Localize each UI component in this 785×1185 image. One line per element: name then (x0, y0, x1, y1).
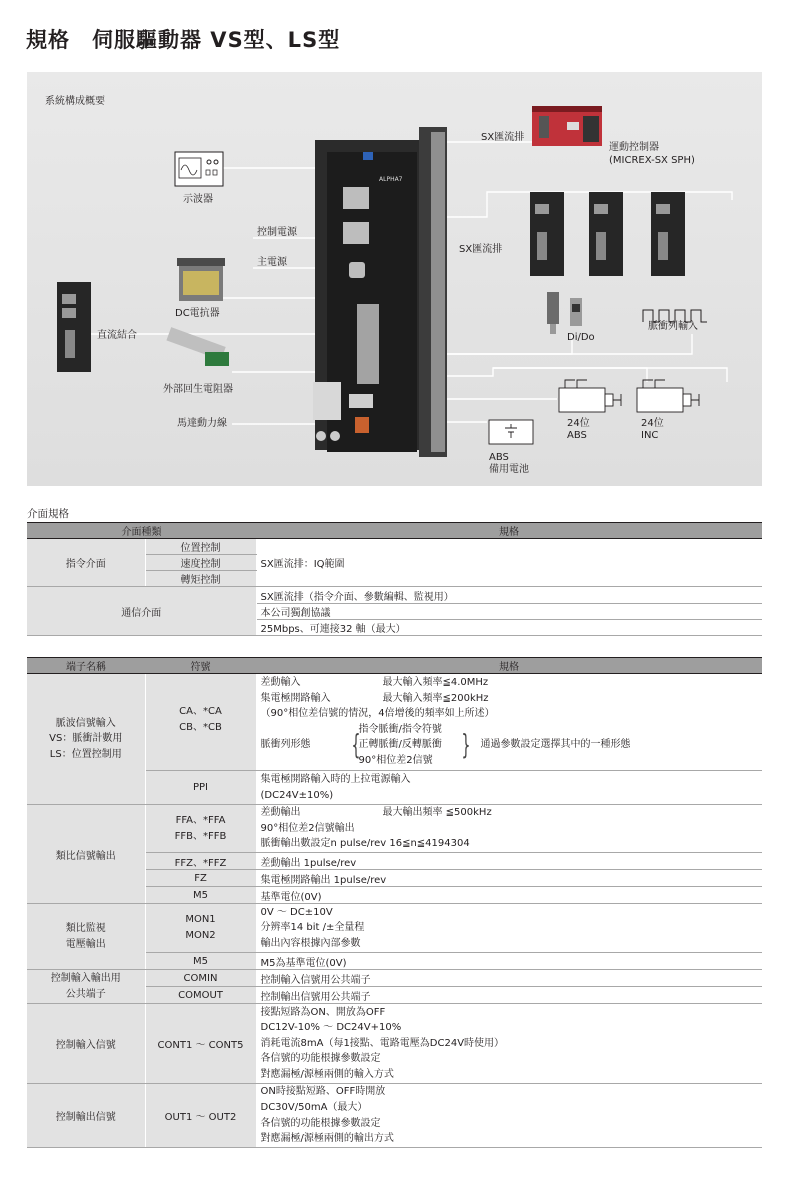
pulse-input-sym-1: CA、*CA (179, 706, 222, 717)
pulse-form-items (359, 722, 459, 769)
line-dido (425, 334, 572, 354)
ext-regen-resistor-label: 外部回生電阻器 (163, 384, 233, 395)
analog-monitor-spec-cell (256, 904, 762, 953)
motion-controller-label: 運動控制器 (609, 142, 659, 153)
dido-label: Di/Do (567, 332, 595, 343)
pulse-form-label: 脈衝列形態 (260, 739, 311, 751)
pulse-form-3: 90°相位差2信號 (358, 754, 433, 766)
comout-symbol-cell: COMOUT (145, 987, 256, 1004)
pulse-form-tail: 通過參數設定選擇其中的一種形態 (480, 739, 631, 751)
pulse-output-sym-2: FFB、*FFB (174, 830, 227, 842)
pulse-input-symbol-cell (145, 674, 256, 771)
control-output-spec-3: 各信號的功能根據參數設定 (260, 1117, 381, 1129)
line-encoder-inc (493, 368, 727, 382)
battery-label-1: ABS (489, 452, 509, 463)
ffz-symbol-cell: FFZ、*FFZ (145, 853, 256, 870)
oc-input: 集電極開路輸入 (260, 692, 331, 704)
position-control-cell: 位置控制 (145, 539, 256, 555)
regen-resistor-icon (166, 327, 229, 366)
control-output-spec-1: ON時接點短路、OFF時開放 (260, 1086, 386, 1098)
torque-control-cell: 轉矩控制 (145, 571, 256, 587)
drive-sx-2-icon (589, 192, 623, 276)
comm-spec-3-cell: 25Mbps、可連接32 軸（最大） (256, 620, 762, 636)
command-interface-cell: 指令介面 (27, 539, 145, 587)
ppi-spec-cell (256, 771, 762, 805)
control-input-spec-1: 接點短路為ON、開放為OFF (260, 1006, 386, 1018)
command-spec-cell: SX匯流排：IQ範圍 (256, 539, 762, 587)
interface-table (27, 522, 762, 636)
pulse-output-spec-cell (256, 805, 762, 853)
control-input-symbol-cell: CONT1 ～ CONT5 (145, 1004, 256, 1084)
dc-link-label: 直流結合 (97, 330, 137, 341)
encoder-inc-bits: 24位 (641, 418, 664, 429)
sx-bus-label-top: SX匯流排 (481, 132, 525, 143)
pulse-output-symbol-cell (145, 805, 256, 853)
terminal-spec-header: 規格 (256, 658, 762, 674)
comout-spec-cell: 控制輸出信號用公共端子 (256, 987, 762, 1004)
oc-input-freq: 最大輸入頻率≦200kHz (382, 692, 489, 704)
control-output-symbol-cell: OUT1 ～ OUT2 (145, 1084, 256, 1148)
diff-output-freq: 最大輸出頻率 ≦500kHz (382, 807, 492, 819)
interface-section-title: 介面規格 (27, 508, 69, 520)
diff-output: 差動輸出 (260, 807, 301, 819)
m5-symbol-cell: M5 (145, 887, 256, 904)
pulse-form-1: 指令脈衝/指令符號 (358, 723, 442, 735)
drive-brand-label: ALPHA7 (379, 176, 403, 183)
diff-input-freq: 最大輸入頻率≦4.0MHz (382, 677, 489, 688)
encoder-inc-label: INC (641, 430, 659, 441)
diff-input: 差動輸入 (260, 677, 301, 688)
comm-spec-2-cell: 本公司獨創協議 (256, 604, 762, 620)
dc-reactor-label: DC電抗器 (175, 308, 220, 319)
pulse-input-name-2: VS：脈衝計數用 (49, 733, 123, 745)
control-input-spec-3: 消耗電流8mA（每1接點、電路電壓為DC24V時使用） (260, 1037, 505, 1049)
pulse-form-block (261, 722, 759, 769)
pulse-output-name-cell: 類比信號輸出 (27, 805, 145, 904)
pulse-form-2: 正轉脈衝/反轉脈衝 (358, 739, 442, 751)
mon2-symbol: MON2 (185, 930, 216, 941)
oscilloscope-icon (175, 152, 223, 186)
analog-monitor-name-1: 類比監視 (65, 922, 106, 934)
analog-m5-spec-cell: M5為基準電位(0V) (256, 953, 762, 970)
overview-label: 系統構成概要 (45, 96, 105, 107)
comin-spec-cell: 控制輸入信號用公共端子 (256, 970, 762, 987)
drive-sx-1-icon (530, 192, 564, 276)
brace-right: } (461, 728, 470, 762)
encoder-abs-label: ABS (567, 430, 587, 441)
motion-controller-model: (MICREX-SX SPH) (609, 155, 695, 166)
comm-interface-cell: 通信介面 (27, 587, 256, 636)
brace-left: { (351, 728, 360, 762)
control-input-spec-cell (256, 1004, 762, 1084)
common-name-2: 公共端子 (65, 988, 106, 1000)
control-input-name-cell: 控制輸入信號 (27, 1004, 145, 1084)
battery-icon (489, 420, 533, 444)
control-output-name-cell: 控制輸出信號 (27, 1084, 145, 1148)
analog-m5-symbol-cell: M5 (145, 953, 256, 970)
pulse-input-name-3: LS：位置控制用 (49, 748, 122, 760)
common-name-1: 控制輸入輸出用 (50, 972, 121, 984)
common-name-cell (27, 970, 145, 1004)
control-output-spec-2: DC30V/50mA（最大） (260, 1101, 368, 1113)
pulse-input-label: 脈衝列輸入 (648, 321, 698, 332)
comm-spec-1-cell: SX匯流排（指令介面、參數編輯、監視用） (256, 587, 762, 604)
dc-reactor-icon (177, 258, 225, 301)
pulse-input-name-1: 脈波信號輸入 (55, 717, 116, 729)
control-power-label: 控制電源 (257, 227, 297, 238)
analog-monitor-name-cell (27, 904, 145, 970)
control-input-spec-4: 各信號的功能根據參數設定 (260, 1053, 381, 1065)
line-pulse-in (425, 334, 692, 354)
terminal-table (27, 657, 762, 1148)
analog-monitor-name-2: 電壓輸出 (65, 938, 106, 950)
system-diagram (27, 72, 762, 486)
drive-sx-3-icon (651, 192, 685, 276)
fz-spec-cell: 集電極開路輸出 1pulse/rev (256, 870, 762, 887)
speed-control-cell: 速度控制 (145, 555, 256, 571)
phase-note: （90°相位差信號的情況，4倍增後的頻率如上所述） (260, 708, 495, 720)
line-encoder-abs (425, 368, 647, 382)
spec-header: 規格 (256, 523, 762, 539)
control-input-spec-5: 對應漏極/源極兩側的輸入方式 (260, 1068, 394, 1080)
motor-power-line-label: 馬達動力線 (177, 418, 227, 429)
page-title: 規格 伺服驅動器 VS型、LS型 (26, 28, 341, 52)
m5-spec-cell: 基準電位(0V) (256, 887, 762, 904)
sx-bus-label-mid: SX匯流排 (459, 244, 503, 255)
oscilloscope-label: 示波器 (183, 194, 213, 205)
pulse-input-sym-2: CB、*CB (179, 721, 222, 733)
ppi-spec-1: 集電極開路輸入時的上拉電源輸入 (260, 773, 411, 785)
motor-abs-icon (559, 380, 621, 412)
analog-spec-2: 分辨率14 bit /±全量程 (260, 922, 365, 934)
analog-monitor-symbol-cell (145, 904, 256, 953)
encoder-abs-bits: 24位 (567, 418, 590, 429)
phase-output: 90°相位差2信號輸出 (260, 822, 355, 834)
comin-symbol-cell: COMIN (145, 970, 256, 987)
ffz-spec-cell: 差動輸出 1pulse/rev (256, 853, 762, 870)
main-power-label: 主電源 (257, 257, 287, 268)
symbol-header: 符號 (145, 658, 256, 674)
ppi-spec-2: (DC24V±10%) (260, 789, 334, 801)
control-output-spec-cell (256, 1084, 762, 1148)
interface-type-header: 介面種類 (27, 523, 256, 539)
output-count: 脈衝輸出數設定n pulse/rev 16≦n≦4194304 (260, 838, 470, 850)
battery-label-2: 備用電池 (489, 464, 529, 475)
motion-controller-icon (532, 106, 602, 146)
drive-dc-link-icon (57, 282, 91, 372)
mon1-symbol: MON1 (185, 914, 216, 926)
fz-symbol-cell: FZ (145, 870, 256, 887)
analog-spec-1: 0V ～ DC±10V (260, 906, 333, 918)
pulse-output-sym-1: FFA、*FFA (175, 814, 226, 826)
pulse-input-name-cell (27, 674, 145, 805)
analog-spec-3: 輸出內容根據內部參數 (260, 937, 361, 949)
control-output-spec-4: 對應漏極/源極兩側的輸出方式 (260, 1133, 394, 1145)
pulse-input-spec-cell (256, 674, 762, 771)
dido-sensor-icon (547, 292, 582, 334)
ppi-symbol-cell: PPI (145, 771, 256, 805)
motor-inc-icon (637, 380, 699, 412)
control-input-spec-2: DC12V-10% ～ DC24V+10% (260, 1022, 402, 1034)
terminal-name-header: 端子名稱 (27, 658, 145, 674)
